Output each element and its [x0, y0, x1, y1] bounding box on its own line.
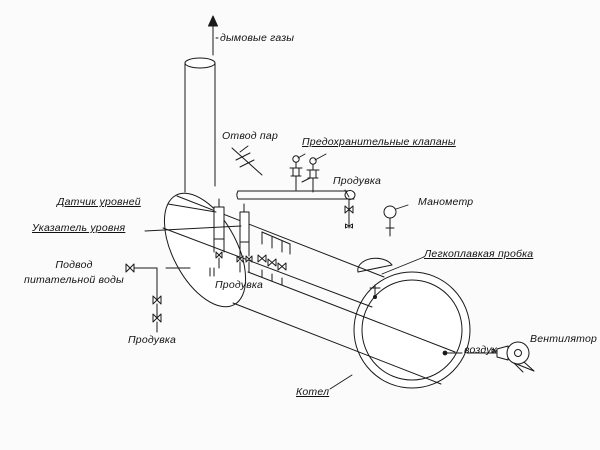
label-steam-outlet: Отвод пар	[222, 130, 278, 142]
pressure-gauge	[384, 206, 396, 236]
label-pressure-gauge: Манометр	[418, 196, 474, 208]
label-level-sensor: Датчик уровней	[57, 196, 141, 208]
label-level-indicator: Указатель уровня	[32, 222, 126, 234]
label-blowdown-middle: Продувка	[215, 279, 264, 291]
label-blowdown-top: Продувка	[333, 175, 382, 187]
blowdown-valve-top	[344, 199, 354, 228]
steam-outlet-arrow	[232, 148, 262, 175]
safety-valve-2	[307, 158, 319, 192]
boiler-shell	[148, 180, 470, 388]
label-feed-water-line2: питательной воды	[24, 274, 124, 286]
label-boiler: Котел	[296, 386, 330, 398]
flue-gas-arrow	[209, 16, 218, 55]
label-air: воздух	[464, 344, 498, 356]
label-blowdown-left: Продувка	[128, 334, 177, 346]
label-safety-valves: Предохранительные клапаны	[302, 136, 456, 148]
label-feed-water-line1: Подвод	[55, 259, 93, 271]
manhole-hump	[358, 258, 392, 272]
safety-valve-1	[290, 156, 310, 190]
label-fusible-plug: Легкоплавкая пробка	[424, 248, 534, 260]
label-fan: Вентилятор	[530, 333, 598, 345]
chimney-stack	[185, 58, 215, 192]
blowdown-middle-outlets	[258, 232, 290, 285]
label-flue-gases: дымовые газы	[220, 32, 295, 44]
steam-drum	[237, 191, 355, 200]
feed-water-line	[126, 264, 190, 332]
